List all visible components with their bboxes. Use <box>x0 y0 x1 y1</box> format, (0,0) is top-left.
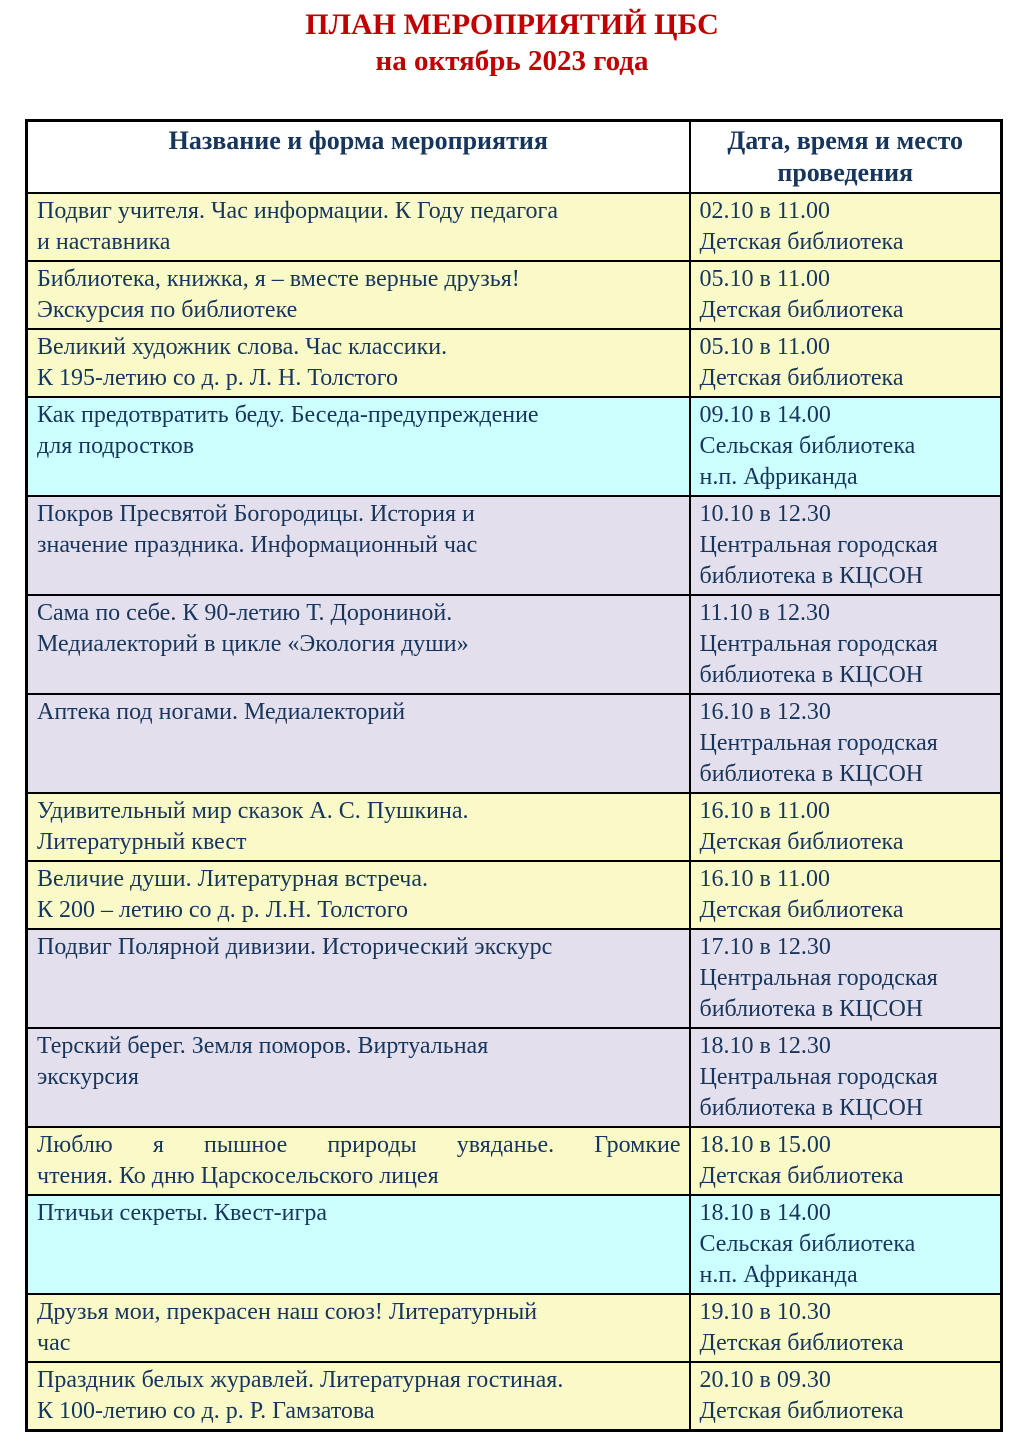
event-title-line: Птичьи секреты. Квест-игра <box>37 1200 327 1226</box>
header-date-time-place: Дата, время и место проведения <box>690 121 1002 194</box>
table-row <box>27 694 1002 793</box>
event-when-line: 16.10 в 11.00 <box>699 866 830 892</box>
event-when-line: 11.10 в 12.30 <box>699 600 830 626</box>
event-title-cell <box>27 1294 690 1362</box>
event-when-line: 16.10 в 12.30 <box>699 699 831 725</box>
event-when-line: 09.10 в 14.00 <box>699 402 831 428</box>
event-when-cell <box>690 694 1002 793</box>
event-title-line: Литературный квест <box>37 829 247 855</box>
event-when-line: Детская библиотека <box>699 365 904 391</box>
table-row <box>27 1362 1002 1431</box>
event-when-line: 20.10 в 09.30 <box>699 1367 831 1393</box>
event-title-cell <box>27 595 690 694</box>
event-title-line: Как предотвратить беду. Беседа-предупреждение <box>37 402 539 428</box>
event-title-line: Покров Пресвятой Богородицы. История и <box>37 501 475 527</box>
events-table-body <box>27 193 1002 1431</box>
event-title-line: Аптека под ногами. Медиалекторий <box>37 699 406 725</box>
header-event-name: Название и форма мероприятия <box>27 121 690 194</box>
event-when-line: Детская библиотека <box>699 229 904 255</box>
event-when-line: Центральная городская <box>699 1064 938 1090</box>
event-when-line: Детская библиотека <box>699 1398 904 1424</box>
event-title-line: значение праздника. Информационный час <box>37 532 478 558</box>
table-row <box>27 1028 1002 1127</box>
event-when-cell <box>690 1127 1002 1195</box>
event-title-cell <box>27 1362 690 1431</box>
table-row <box>27 397 1002 496</box>
event-when-line: Детская библиотека <box>699 1330 904 1356</box>
event-when-line: 18.10 в 14.00 <box>699 1200 831 1226</box>
event-when-cell <box>690 1195 1002 1294</box>
event-when-line: Центральная городская <box>699 730 938 756</box>
event-when-line: Центральная городская <box>699 965 938 991</box>
event-when-line: Детская библиотека <box>699 897 904 923</box>
event-when-line: н.п. Африканда <box>699 464 858 490</box>
event-when-line: библиотека в КЦСОН <box>699 1095 924 1121</box>
event-when-cell <box>690 595 1002 694</box>
event-when-line: Центральная городская <box>699 532 938 558</box>
event-title-line: К 195-летию со д. р. Л. Н. Толстого <box>37 365 398 391</box>
event-title-line: Люблю я пышное природы увяданье. Громкие <box>37 1132 681 1158</box>
event-when-cell <box>690 1028 1002 1127</box>
event-title-cell <box>27 694 690 793</box>
event-title-line: Библиотека, книжка, я – вместе верные друзья! <box>37 266 520 292</box>
event-title-line: Величие души. Литературная встреча. <box>37 866 428 892</box>
event-title-cell <box>27 793 690 861</box>
event-when-line: 19.10 в 10.30 <box>699 1299 831 1325</box>
event-title-line: Подвиг учителя. Час информации. К Году педагога <box>37 198 559 224</box>
event-when-line: Сельская библиотека <box>699 433 916 459</box>
event-when-line: библиотека в КЦСОН <box>699 761 924 787</box>
event-when-line: библиотека в КЦСОН <box>699 996 924 1022</box>
event-title-cell <box>27 861 690 929</box>
event-when-cell <box>690 329 1002 397</box>
event-when-line: 18.10 в 12.30 <box>699 1033 831 1059</box>
event-title-cell <box>27 397 690 496</box>
event-when-cell <box>690 1294 1002 1362</box>
event-when-cell <box>690 861 1002 929</box>
event-when-cell <box>690 793 1002 861</box>
table-header-row <box>27 121 1002 194</box>
table-row <box>27 595 1002 694</box>
event-when-cell <box>690 397 1002 496</box>
event-when-line: Детская библиотека <box>699 1163 904 1189</box>
event-when-line: 17.10 в 12.30 <box>699 934 831 960</box>
event-title-line: Великий художник слова. Час классики. <box>37 334 448 360</box>
event-title-cell <box>27 261 690 329</box>
event-when-line: 16.10 в 11.00 <box>699 798 830 824</box>
event-when-cell <box>690 929 1002 1028</box>
event-when-cell <box>690 1362 1002 1431</box>
table-row <box>27 193 1002 261</box>
event-title-line: Удивительный мир сказок А. С. Пушкина. <box>37 798 469 824</box>
event-title-cell <box>27 496 690 595</box>
event-when-line: 18.10 в 15.00 <box>699 1132 831 1158</box>
events-table <box>25 119 1003 1432</box>
title-line-2: на октябрь 2023 года <box>375 45 649 77</box>
event-title-line: К 100-летию со д. р. Р. Гамзатова <box>37 1398 375 1424</box>
table-row <box>27 329 1002 397</box>
event-when-line: 05.10 в 11.00 <box>699 334 830 360</box>
table-row <box>27 1195 1002 1294</box>
event-title-line: Экскурсия по библиотеке <box>37 297 298 323</box>
event-title-line: Подвиг Полярной дивизии. Исторический экскурс <box>37 934 553 960</box>
event-title-cell <box>27 329 690 397</box>
event-title-line: чтения. Ко дню Царскосельского лицея <box>37 1163 439 1189</box>
table-row <box>27 1127 1002 1195</box>
event-title-line: час <box>37 1330 71 1356</box>
table-row <box>27 793 1002 861</box>
event-title-line: К 200 – летию со д. р. Л.Н. Толстого <box>37 897 408 923</box>
event-when-cell <box>690 193 1002 261</box>
title-line-1: ПЛАН МЕРОПРИЯТИЙ ЦБС <box>305 8 719 41</box>
event-title-line: Друзья мои, прекрасен наш союз! Литературный <box>37 1299 538 1325</box>
event-when-line: 02.10 в 11.00 <box>699 198 830 224</box>
event-title-line: экскурсия <box>37 1064 139 1090</box>
document-title <box>0 0 1024 79</box>
event-title-cell <box>27 1028 690 1127</box>
event-title-line: Сама по себе. К 90-летию Т. Дорониной. <box>37 600 453 626</box>
table-row <box>27 1294 1002 1362</box>
event-title-cell <box>27 193 690 261</box>
event-when-line: н.п. Африканда <box>699 1262 858 1288</box>
event-when-line: Сельская библиотека <box>699 1231 916 1257</box>
event-when-line: 05.10 в 11.00 <box>699 266 830 292</box>
table-row <box>27 929 1002 1028</box>
event-when-line: библиотека в КЦСОН <box>699 662 924 688</box>
event-title-line: и наставника <box>37 229 171 255</box>
event-title-cell <box>27 1127 690 1195</box>
event-when-line: библиотека в КЦСОН <box>699 563 924 589</box>
event-title-line: Медиалекторий в цикле «Экология души» <box>37 631 469 657</box>
event-when-line: 10.10 в 12.30 <box>699 501 831 527</box>
event-when-cell <box>690 261 1002 329</box>
event-title-line: для подростков <box>37 433 195 459</box>
event-when-cell <box>690 496 1002 595</box>
event-when-line: Детская библиотека <box>699 297 904 323</box>
event-title-cell <box>27 1195 690 1294</box>
event-title-line: Терский берег. Земля поморов. Виртуальная <box>37 1033 489 1059</box>
table-row <box>27 261 1002 329</box>
table-row <box>27 496 1002 595</box>
table-row <box>27 861 1002 929</box>
event-title-cell <box>27 929 690 1028</box>
event-title-line: Праздник белых журавлей. Литературная гостиная. <box>37 1367 564 1393</box>
event-when-line: Центральная городская <box>699 631 938 657</box>
event-when-line: Детская библиотека <box>699 829 904 855</box>
